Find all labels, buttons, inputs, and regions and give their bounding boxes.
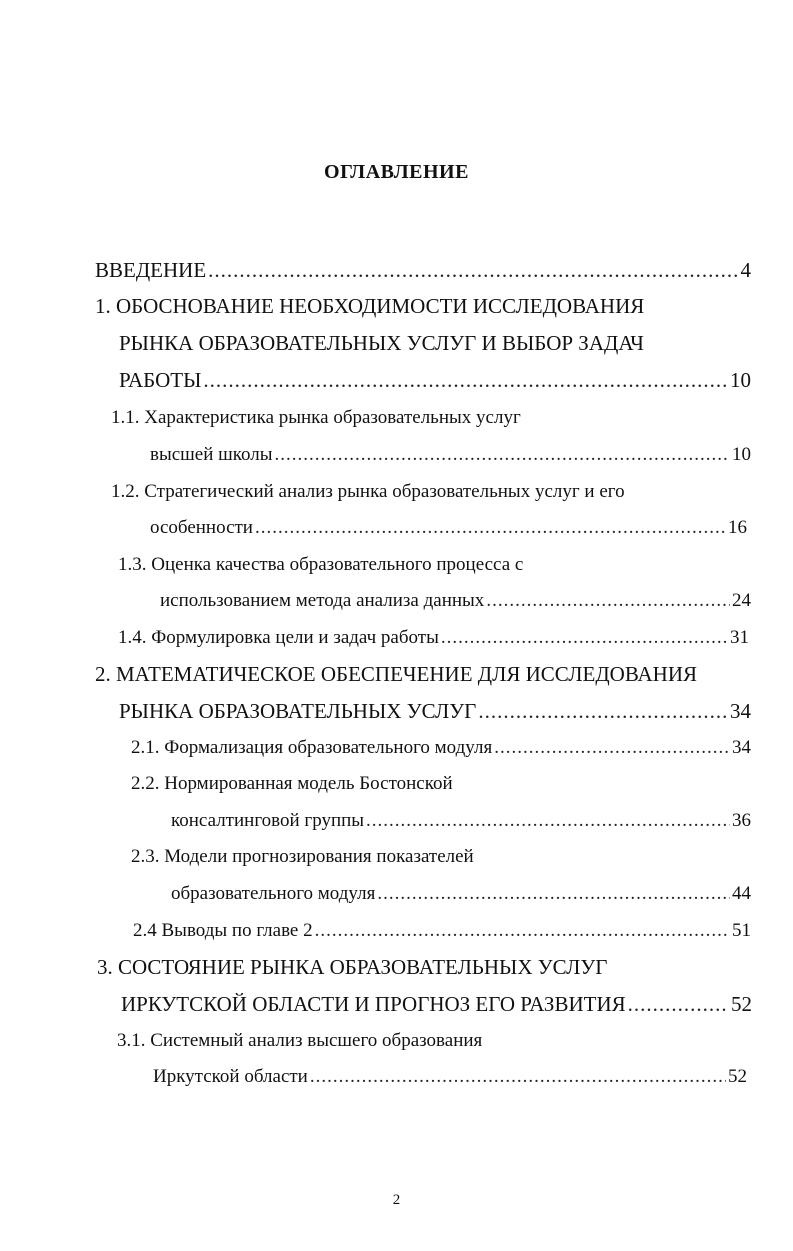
- toc-chapter-1-line-2[interactable]: РЫНКА ОБРАЗОВАТЕЛЬНЫХ УСЛУГ И ВЫБОР ЗАДАЧ: [119, 331, 644, 355]
- toc-entry-label: ВВЕДЕНИЕ: [95, 258, 207, 282]
- leader-dots: [478, 699, 728, 724]
- toc-chapter-2-line-2[interactable]: РЫНКА ОБРАЗОВАТЕЛЬНЫХ УСЛУГ ..... 34: [119, 699, 751, 724]
- toc-section-1-3-line-2[interactable]: использованием метода анализа данных ..... 24: [160, 590, 751, 612]
- toc-page-number: 36: [732, 810, 751, 831]
- toc-section-1-2-line-2[interactable]: особенности ..... 16: [150, 517, 747, 539]
- toc-section-1-1-line-1[interactable]: 1.1. Характеристика рынка образовательных услуг: [111, 407, 521, 428]
- toc-page-number: 16: [728, 517, 747, 538]
- leader-dots: [208, 258, 738, 283]
- leader-dots: [310, 1066, 726, 1088]
- toc-page-number: 10: [732, 444, 751, 465]
- toc-chapter-3-line-2[interactable]: ИРКУТСКОЙ ОБЛАСТИ И ПРОГНОЗ ЕГО РАЗВИТИЯ ..... 52: [121, 992, 752, 1017]
- toc-page-number: 24: [732, 590, 751, 611]
- toc-section-1-1-line-2[interactable]: высшей школы ..... 10: [150, 444, 751, 466]
- toc-entry-intro[interactable]: [95, 258, 751, 283]
- toc-section-2-2-line-2[interactable]: консалтинговой группы ..... 36: [171, 810, 751, 832]
- toc-section-1-4[interactable]: 1.4. Формулировка цели и задач работы ..... 31: [118, 627, 749, 649]
- leader-dots: [441, 627, 728, 649]
- toc-section-2-1[interactable]: 2.1. Формализация образовательного модуля ..... 34: [131, 737, 751, 759]
- toc-page-number: 34: [732, 737, 751, 758]
- leader-dots: [275, 444, 730, 466]
- toc-page-number: 44: [732, 883, 751, 904]
- leader-dots: [255, 517, 726, 539]
- toc-section-3-1-line-1[interactable]: 3.1. Системный анализ высшего образования: [117, 1030, 483, 1051]
- toc-section-1-2-line-1[interactable]: 1.2. Стратегический анализ рынка образовательных услуг и его: [111, 481, 625, 502]
- leader-dots: [377, 883, 730, 905]
- page-number: 2: [392, 1192, 401, 1208]
- toc-page-number: 34: [730, 699, 751, 723]
- leader-dots: [315, 920, 730, 942]
- leader-dots: [486, 590, 730, 612]
- toc-page-number: 4: [740, 258, 751, 282]
- toc-chapter-2-line-1[interactable]: 2. МАТЕМАТИЧЕСКОЕ ОБЕСПЕЧЕНИЕ ДЛЯ ИССЛЕДОВАНИЯ: [95, 662, 698, 686]
- toc-chapter-3-line-1[interactable]: 3. СОСТОЯНИЕ РЫНКА ОБРАЗОВАТЕЛЬНЫХ УСЛУГ: [97, 955, 608, 979]
- leader-dots: [366, 810, 730, 832]
- toc-title: ОГЛАВЛЕНИЕ: [324, 161, 469, 183]
- toc-page-number: 52: [728, 1066, 747, 1087]
- toc-page-number: 10: [730, 368, 751, 392]
- toc-chapter-1-line-1[interactable]: 1. ОБОСНОВАНИЕ НЕОБХОДИМОСТИ ИССЛЕДОВАНИЯ: [95, 294, 645, 318]
- toc-section-2-4[interactable]: 2.4 Выводы по главе 2 ..... 51: [133, 920, 751, 942]
- toc-section-2-3-line-2[interactable]: образовательного модуля ..... 44: [171, 883, 751, 905]
- toc-section-1-3-line-1[interactable]: 1.3. Оценка качества образовательного процесса с: [118, 554, 524, 575]
- leader-dots: [628, 992, 729, 1017]
- toc-page-number: 31: [730, 627, 749, 648]
- toc-page-number: 52: [731, 992, 752, 1016]
- toc-chapter-1-line-3[interactable]: РАБОТЫ ..... 10: [119, 368, 751, 393]
- leader-dots: [494, 737, 730, 759]
- toc-page-number: 51: [732, 920, 751, 941]
- toc-section-3-1-line-2[interactable]: Иркутской области ..... 52: [153, 1066, 747, 1088]
- toc-section-2-2-line-1[interactable]: 2.2. Нормированная модель Бостонской: [131, 773, 453, 794]
- toc-section-2-3-line-1[interactable]: 2.3. Модели прогнозирования показателей: [131, 846, 474, 867]
- leader-dots: [203, 368, 728, 393]
